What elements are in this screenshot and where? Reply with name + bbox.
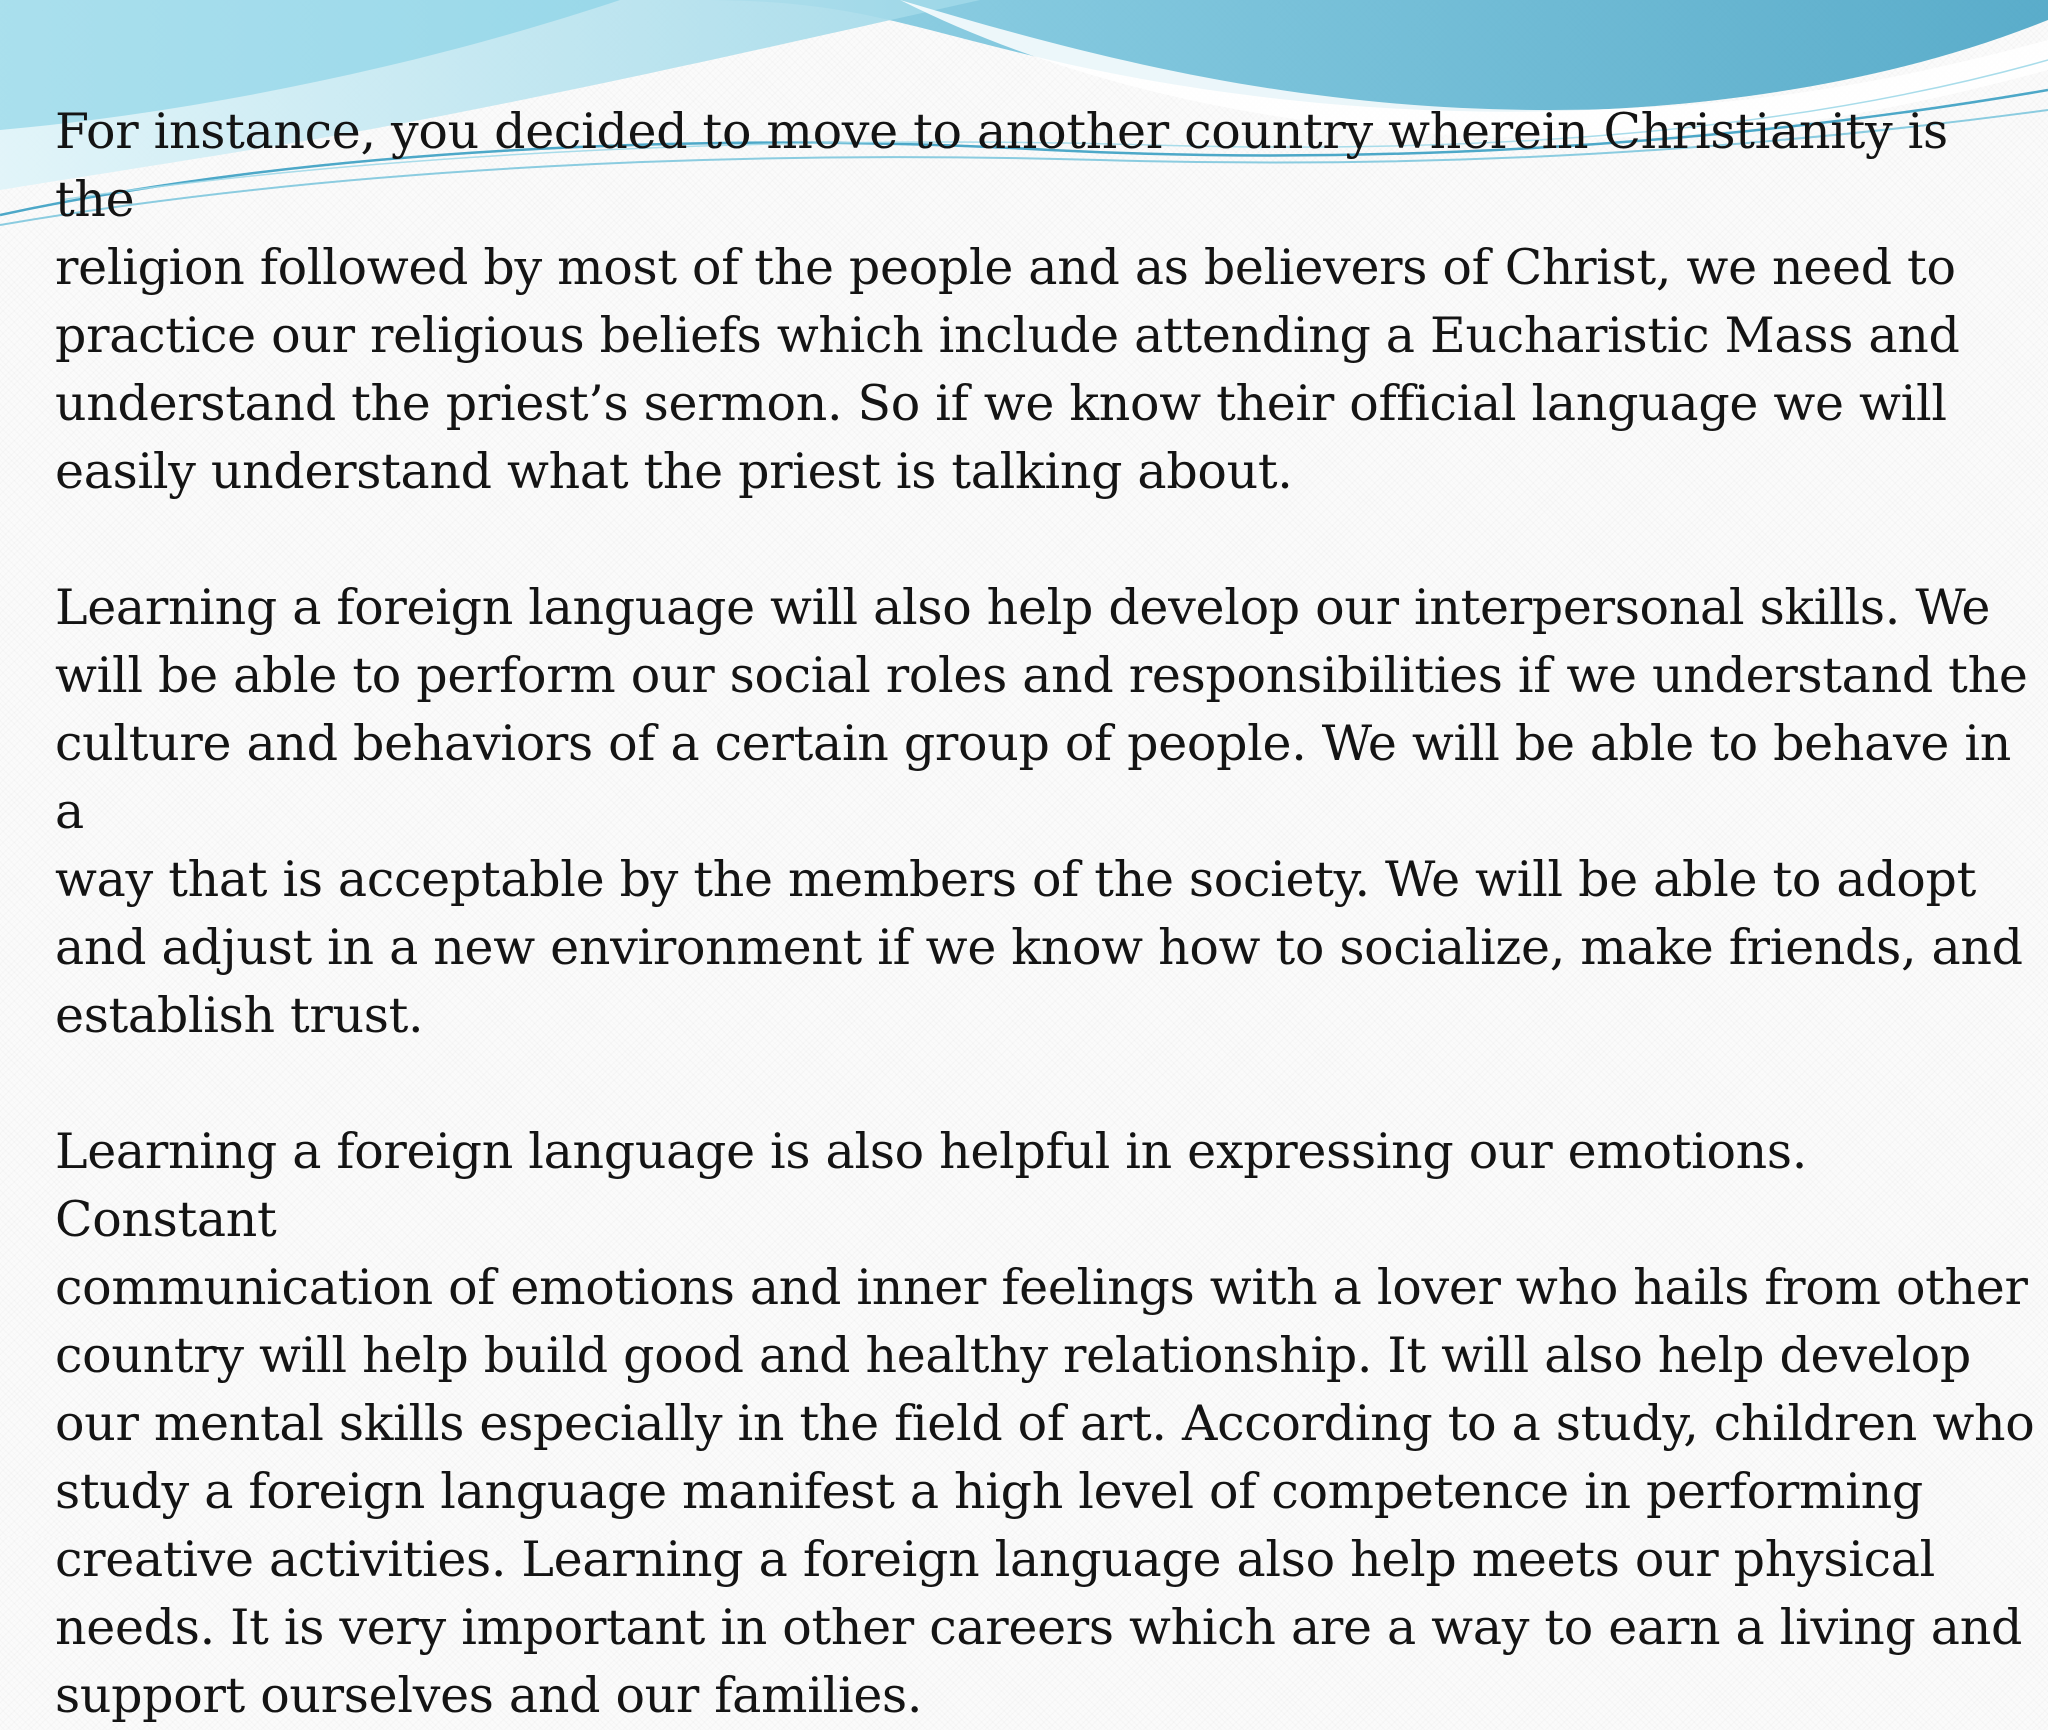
paragraph-2: Learning a foreign language will also help develop our interpersonal skills. We will be able to perform our social roles and responsibilities if we understand the culture and behaviors of a certain group of people. We will be able to behave in a way that is acceptable by the members of the society. We will be able to adopt and adjust in a new environment if we know how to socialize, make friends, and establish trust. bbox=[55, 579, 2028, 1044]
paragraph-1: For instance, you decided to move to another country wherein Christianity is the religion followed by most of the people and as believers of Christ, we need to practice our religious beliefs which include attending a Eucharistic Mass and understand the priest’s sermon. So if we know their official language we will easily understand what the priest is talking about. bbox=[55, 103, 1960, 500]
slide-body bbox=[55, 98, 2040, 1730]
paragraph-3: Learning a foreign language is also helpful in expressing our emotions. Constant communication of emotions and inner feelings with a lover who hails from other country will help build good and healthy relationship. It will also help develop our mental skills especially in the field of art. According to a study, children who study a foreign language manifest a high level of competence in performing creative activities. Learning a foreign language also help meets our physical needs. It is very important in other careers which are a way to earn a living and support ourselves and our families. bbox=[55, 1123, 2035, 1724]
